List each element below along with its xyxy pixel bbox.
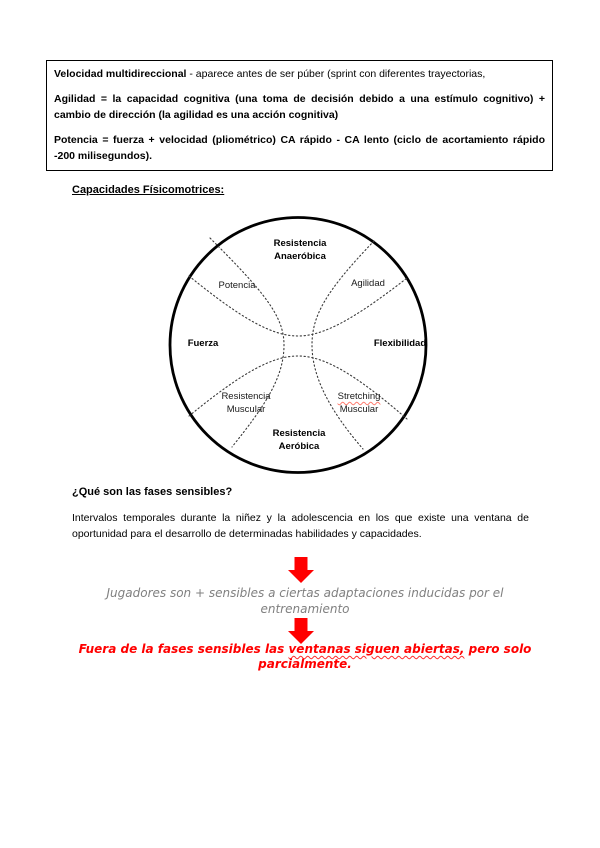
down-arrow-icon <box>288 557 314 583</box>
section-title-capacidades: Capacidades Físicomotrices: <box>72 184 225 196</box>
definition-velocidad <box>54 66 545 82</box>
diagram-label-fuerza: Fuerza <box>187 338 219 349</box>
label-line: Resistencia <box>273 238 327 249</box>
red-note <box>75 642 535 671</box>
definitions-box <box>46 60 553 171</box>
diagram-label-flexibilidad: Flexibilidad <box>373 338 427 349</box>
diagram-label-resistencia-muscular <box>221 391 270 416</box>
gray-note: Jugadores son + sensibles a ciertas adaptaciones inducidas por el entrenamiento <box>106 586 504 616</box>
red-note-part2: pero solo parcialmente. <box>258 642 532 671</box>
label-line: Resistencia <box>272 428 326 439</box>
dotted-divider-right <box>312 241 374 449</box>
red-note-spellcheck: ventanas siguen abiertas, <box>288 642 465 656</box>
capacidades-diagram <box>167 214 429 476</box>
definition-velocidad-text: - aparece antes de ser púber (sprint con diferentes trayectorias, <box>186 68 486 80</box>
term-velocidad: Velocidad multidireccional <box>54 68 187 80</box>
diagram-label-stretching-muscular <box>338 391 381 416</box>
diagram-label-potencia: Potencia <box>218 280 256 291</box>
diagram-label-resistencia-anaerobica <box>274 238 327 263</box>
section-title-fases: ¿Qué son las fases sensibles? <box>72 486 233 498</box>
definition-potencia: Potencia = fuerza + velocidad (pliométrico) CA rápido - CA lento (ciclo de acortamiento rápido -200 milisegundos). <box>54 134 545 162</box>
label-line: Muscular <box>339 403 379 415</box>
label-line-spellcheck: Stretching <box>337 391 381 402</box>
label-line: Anaeróbica <box>274 250 326 262</box>
diagram-label-agilidad: Agilidad <box>351 278 385 289</box>
label-line: Muscular <box>226 403 266 415</box>
label-line: Aeróbica <box>278 440 320 452</box>
definition-agilidad: Agilidad = la capacidad cognitiva (una toma de decisión debido a una estímulo cognitivo) + cambio de dirección (la agilidad es una acción cognitiva) <box>54 93 545 121</box>
fases-paragraph: Intervalos temporales durante la niñez y la adolescencia en los que existe una ventana de oportunidad para el desarrollo de determinadas habilidades y capacidades. <box>72 512 529 540</box>
diagram-label-resistencia-aerobica <box>273 428 326 453</box>
down-arrow-icon <box>288 618 314 644</box>
red-note-part1: Fuera de la fases sensibles las <box>78 642 289 656</box>
label-line: Resistencia <box>221 391 271 402</box>
